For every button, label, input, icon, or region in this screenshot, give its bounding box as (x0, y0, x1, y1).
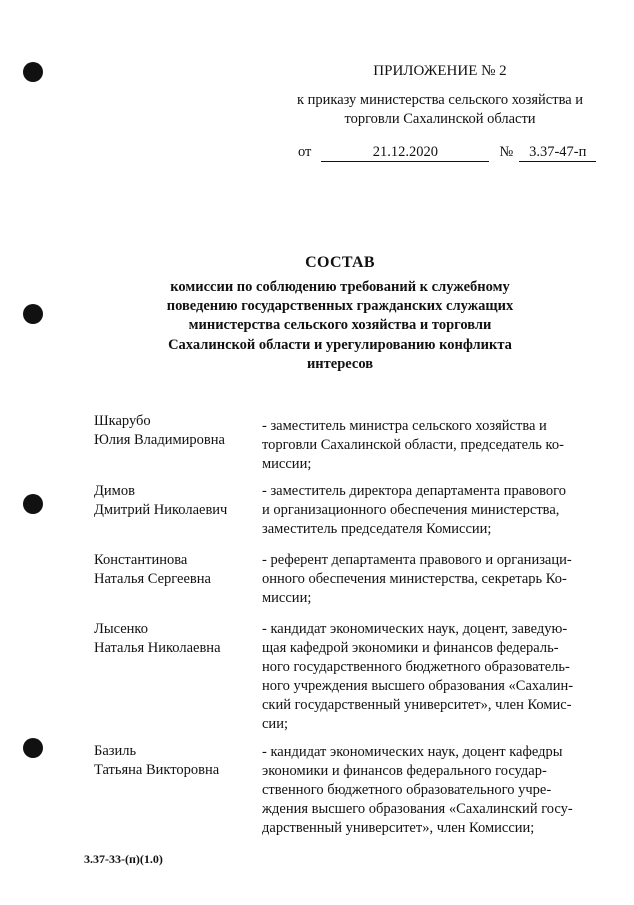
document-subtitle (150, 278, 530, 374)
member-role (262, 620, 584, 734)
appendix-title: ПРИЛОЖЕНИЕ № 2 (373, 63, 507, 79)
role-line: щая кафедрой экономики и финансов федераль- (262, 640, 559, 656)
member-name (94, 482, 264, 520)
role-line: торговли Сахалинской области, председатель ко- (262, 437, 564, 453)
subtitle-line: интересов (306, 355, 374, 372)
role-line: дарственный университет», член Комиссии; (262, 820, 535, 836)
member-name (94, 551, 264, 589)
member-given-name: Наталья Сергеевна (94, 571, 211, 587)
appendix-reference (260, 91, 620, 129)
punch-hole (23, 494, 43, 514)
member-surname: Лысенко (94, 621, 148, 637)
role-line: - референт департамента правового и организаци- (262, 552, 572, 568)
subtitle-line: Сахалинской области и урегулированию конфликта (168, 336, 512, 353)
role-line: миссии; (262, 456, 312, 472)
member-surname: Базиль (94, 743, 137, 759)
member-surname: Димов (94, 483, 135, 499)
footer-form-code: 3.37-33-(п)(1.0) (84, 852, 163, 866)
subtitle-line: поведению государственных гражданских служащих (166, 298, 514, 315)
member-given-name: Татьяна Викторовна (94, 762, 220, 778)
punch-hole (23, 62, 43, 82)
date-label: от (298, 144, 312, 160)
subtitle-line: министерства сельского хозяйства и торговли (188, 317, 492, 334)
role-line: ственного бюджетного образовательного учре- (262, 782, 552, 798)
member-role (262, 551, 584, 608)
appendix-line: торговли Сахалинской области (344, 111, 536, 127)
role-line: - кандидат экономических наук, доцент, заведую- (262, 621, 568, 637)
member-role (262, 482, 584, 539)
role-line: - заместитель директора департамента правового (262, 483, 566, 499)
role-line: экономики и финансов федерального государ- (262, 763, 547, 779)
member-name (94, 620, 264, 658)
role-line: ждения высшего образования «Сахалинский госу- (262, 801, 573, 817)
role-line: и организационного обеспечения министерства, (262, 502, 560, 518)
role-line: ного государственного бюджетного образователь- (262, 659, 570, 675)
member-surname: Шкарубо (94, 413, 151, 429)
role-line: - кандидат экономических наук, доцент кафедры (262, 744, 563, 760)
punch-hole (23, 738, 43, 758)
member-given-name: Наталья Николаевна (94, 640, 221, 656)
member-name (94, 412, 264, 450)
member-role (262, 743, 584, 838)
role-line: заместитель председателя Комиссии; (262, 521, 492, 537)
member-surname: Константинова (94, 552, 188, 568)
order-reference-line (298, 144, 596, 162)
role-line: миссии; (262, 590, 312, 606)
punch-hole (23, 304, 43, 324)
appendix-line: к приказу министерства сельского хозяйства и (296, 92, 584, 108)
order-date: 21.12.2020 (321, 144, 489, 162)
role-line: ного учреждения высшего образования «Сахалин- (262, 678, 574, 694)
role-line: ский государственный университет», член Комис- (262, 697, 572, 713)
subtitle-line: комиссии по соблюдению требований к служебному (170, 279, 510, 295)
number-label: № (499, 144, 514, 160)
role-line: сии; (262, 716, 288, 732)
member-name (94, 742, 264, 780)
document-title: СОСТАВ (305, 254, 375, 271)
member-role (262, 417, 584, 474)
member-given-name: Дмитрий Николаевич (94, 502, 228, 518)
role-line: онного обеспечения министерства, секретарь Ко- (262, 571, 567, 587)
member-given-name: Юлия Владимировна (94, 432, 225, 448)
role-line: - заместитель министра сельского хозяйства и (262, 418, 547, 434)
order-number: 3.37-47-п (519, 144, 596, 162)
